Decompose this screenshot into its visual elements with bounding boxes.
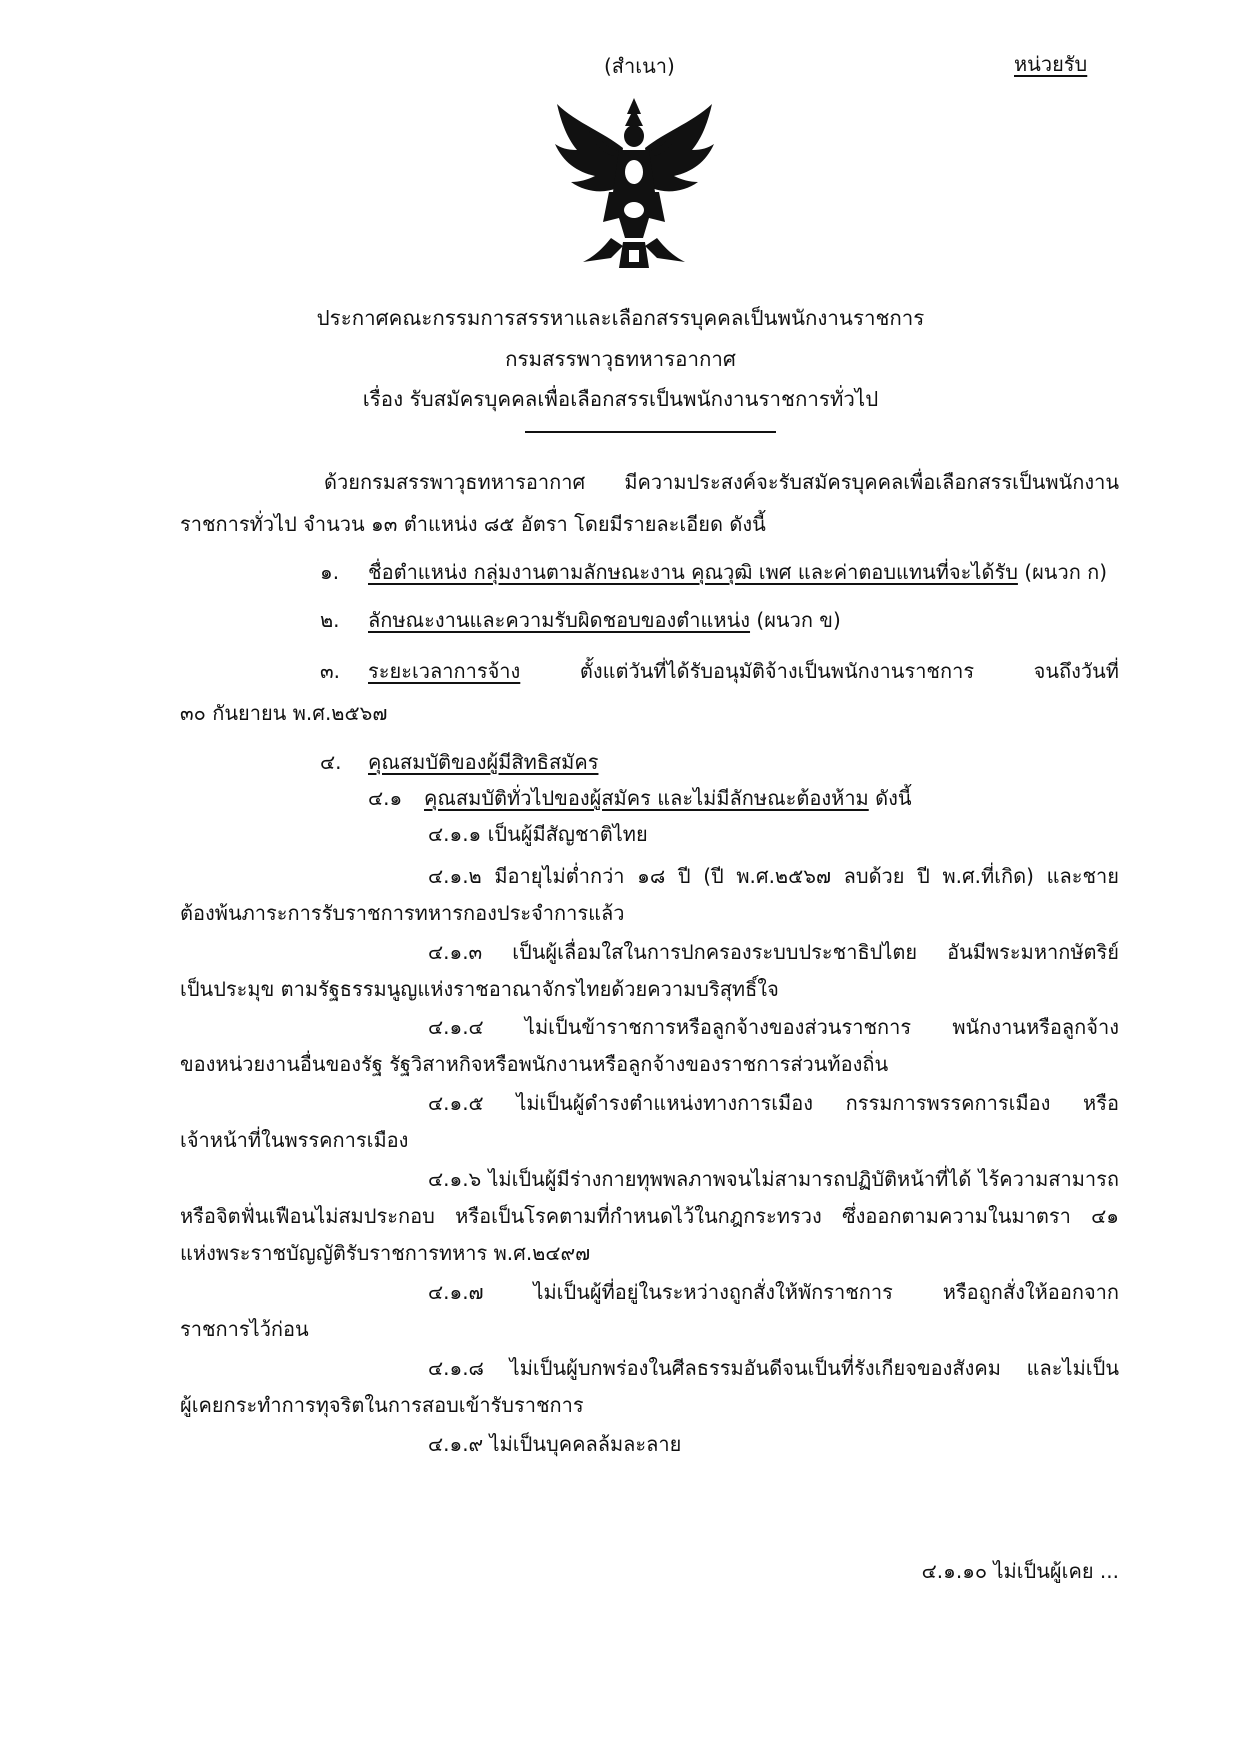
sub-4-1-9: ๔.๑.๙ ไม่เป็นบุคคลล้มละลาย [428, 1432, 682, 1456]
sub-4-1-2-line-1: ๔.๑.๒ มีอายุไม่ต่ำกว่า ๑๘ ปี (ปี พ.ศ.๒๕๖๗ ลบด้วย ปี พ.ศ.ที่เกิด) และชาย [428, 864, 1119, 888]
sub-4-1-8-line-2: ผู้เคยกระทำการทุจริตในการสอบเข้ารับราชการ [180, 1393, 584, 1417]
sub-4-1-3-line-1: ๔.๑.๓ เป็นผู้เลื่อมใสในการปกครองระบบประชาธิปไตย อันมีพระมหากษัตริย์ [428, 940, 1119, 964]
sub-4-1-1: ๔.๑.๑ เป็นผู้มีสัญชาติไทย [428, 822, 648, 846]
continued-note: ๔.๑.๑๐ ไม่เป็นผู้เคย ... [921, 1559, 1119, 1583]
sub-4-1-4-line-2: ของหน่วยงานอื่นของรัฐ รัฐวิสาหกิจหรือพนักงานหรือลูกจ้างของราชการส่วนท้องถิ่น [180, 1052, 889, 1076]
item-3-title: ระยะเวลาการจ้าง [368, 659, 521, 683]
sub-4-1-8-line-1: ๔.๑.๘ ไม่เป็นผู้บกพร่องในศีลธรรมอันดีจนเป็นที่รังเกียจของสังคม และไม่เป็น [428, 1356, 1119, 1380]
item-2-number: ๒. [320, 608, 340, 632]
item-1-suffix: (ผนวก ก) [1017, 560, 1108, 584]
item-4-title: คุณสมบัติของผู้มีสิทธิสมัคร [368, 750, 599, 774]
title-divider [525, 431, 776, 433]
sub-4-1-2-line-2: ต้องพ้นภาระการรับราชการทหารกองประจำการแล้ว [180, 901, 625, 925]
item-2 [368, 604, 841, 636]
title-line-2: กรมสรรพาวุธทหารอากาศ [505, 347, 736, 371]
title-line-3: เรื่อง รับสมัครบุคคลเพื่อเลือกสรรเป็นพนักงานราชการทั่วไป [362, 387, 879, 411]
garuda-emblem-icon [553, 92, 716, 270]
item-3-number: ๓. [320, 659, 341, 683]
item-4-1 [424, 782, 912, 814]
sub-4-1-4-line-1: ๔.๑.๔ ไม่เป็นข้าราชการหรือลูกจ้างของส่วนราชการ พนักงานหรือลูกจ้าง [428, 1015, 1119, 1039]
item-4-1-suffix: ดังนี้ [868, 786, 912, 810]
item-3 [368, 655, 1119, 687]
item-3-rest: ตั้งแต่วันที่ได้รับอนุมัติจ้างเป็นพนักงานราชการ จนถึงวันที่ [520, 659, 1119, 683]
item-4-1-number: ๔.๑ [368, 786, 403, 810]
item-1 [368, 556, 1107, 588]
item-2-suffix: (ผนวก ข) [750, 608, 841, 632]
sub-4-1-7-line-2: ราชการไว้ก่อน [180, 1317, 309, 1341]
intro-line-2: ราชการทั่วไป จำนวน ๑๓ ตำแหน่ง ๘๕ อัตรา โดยมีรายละเอียด ดังนี้ [180, 512, 766, 536]
sub-4-1-6-line-1: ๔.๑.๖ ไม่เป็นผู้มีร่างกายทุพพลภาพจนไม่สามารถปฏิบัติหน้าที่ได้ ไร้ความสามารถ [428, 1167, 1119, 1191]
receiver-label: หน่วยรับ [1014, 52, 1088, 76]
title-line-1: ประกาศคณะกรรมการสรรหาและเลือกสรรบุคคลเป็นพนักงานราชการ [316, 306, 925, 330]
sub-4-1-5-line-1: ๔.๑.๕ ไม่เป็นผู้ดำรงตำแหน่งทางการเมือง กรรมการพรรคการเมือง หรือ [428, 1091, 1119, 1115]
sub-4-1-3-line-2: เป็นประมุข ตามรัฐธรรมนูญแห่งราชอาณาจักรไทยด้วยความบริสุทธิ์ใจ [180, 977, 779, 1001]
sub-4-1-6-line-2: หรือจิตฟั่นเฟือนไม่สมประกอบ หรือเป็นโรคตามที่กำหนดไว้ในกฎกระทรวง ซึ่งออกตามความในมาตรา ๔๑ [180, 1204, 1119, 1228]
item-4-number: ๔. [320, 750, 342, 774]
item-2-title: ลักษณะงานและความรับผิดชอบของตำแหน่ง [368, 608, 751, 632]
sub-4-1-7-line-1: ๔.๑.๗ ไม่เป็นผู้ที่อยู่ในระหว่างถูกสั่งให้พักราชการ หรือถูกสั่งให้ออกจาก [428, 1280, 1119, 1304]
item-3-line-2: ๓๐ กันยายน พ.ศ.๒๕๖๗ [180, 701, 388, 725]
item-1-title: ชื่อตำแหน่ง กลุ่มงานตามลักษณะงาน คุณวุฒิ เพศ และค่าตอบแทนที่จะได้รับ [368, 560, 1018, 584]
intro-line-1: ด้วยกรมสรรพาวุธทหารอากาศ มีความประสงค์จะรับสมัครบุคคลเพื่อเลือกสรรเป็นพนักงาน [324, 470, 1119, 494]
item-4-1-title: คุณสมบัติทั่วไปของผู้สมัคร และไม่มีลักษณะต้องห้าม [424, 786, 869, 810]
item-1-number: ๑. [320, 560, 340, 584]
sub-4-1-6-line-3: แห่งพระราชบัญญัติรับราชการทหาร พ.ศ.๒๔๙๗ [180, 1241, 591, 1265]
copy-mark: (สำเนา) [604, 54, 675, 78]
sub-4-1-5-line-2: เจ้าหน้าที่ในพรรคการเมือง [180, 1128, 409, 1152]
